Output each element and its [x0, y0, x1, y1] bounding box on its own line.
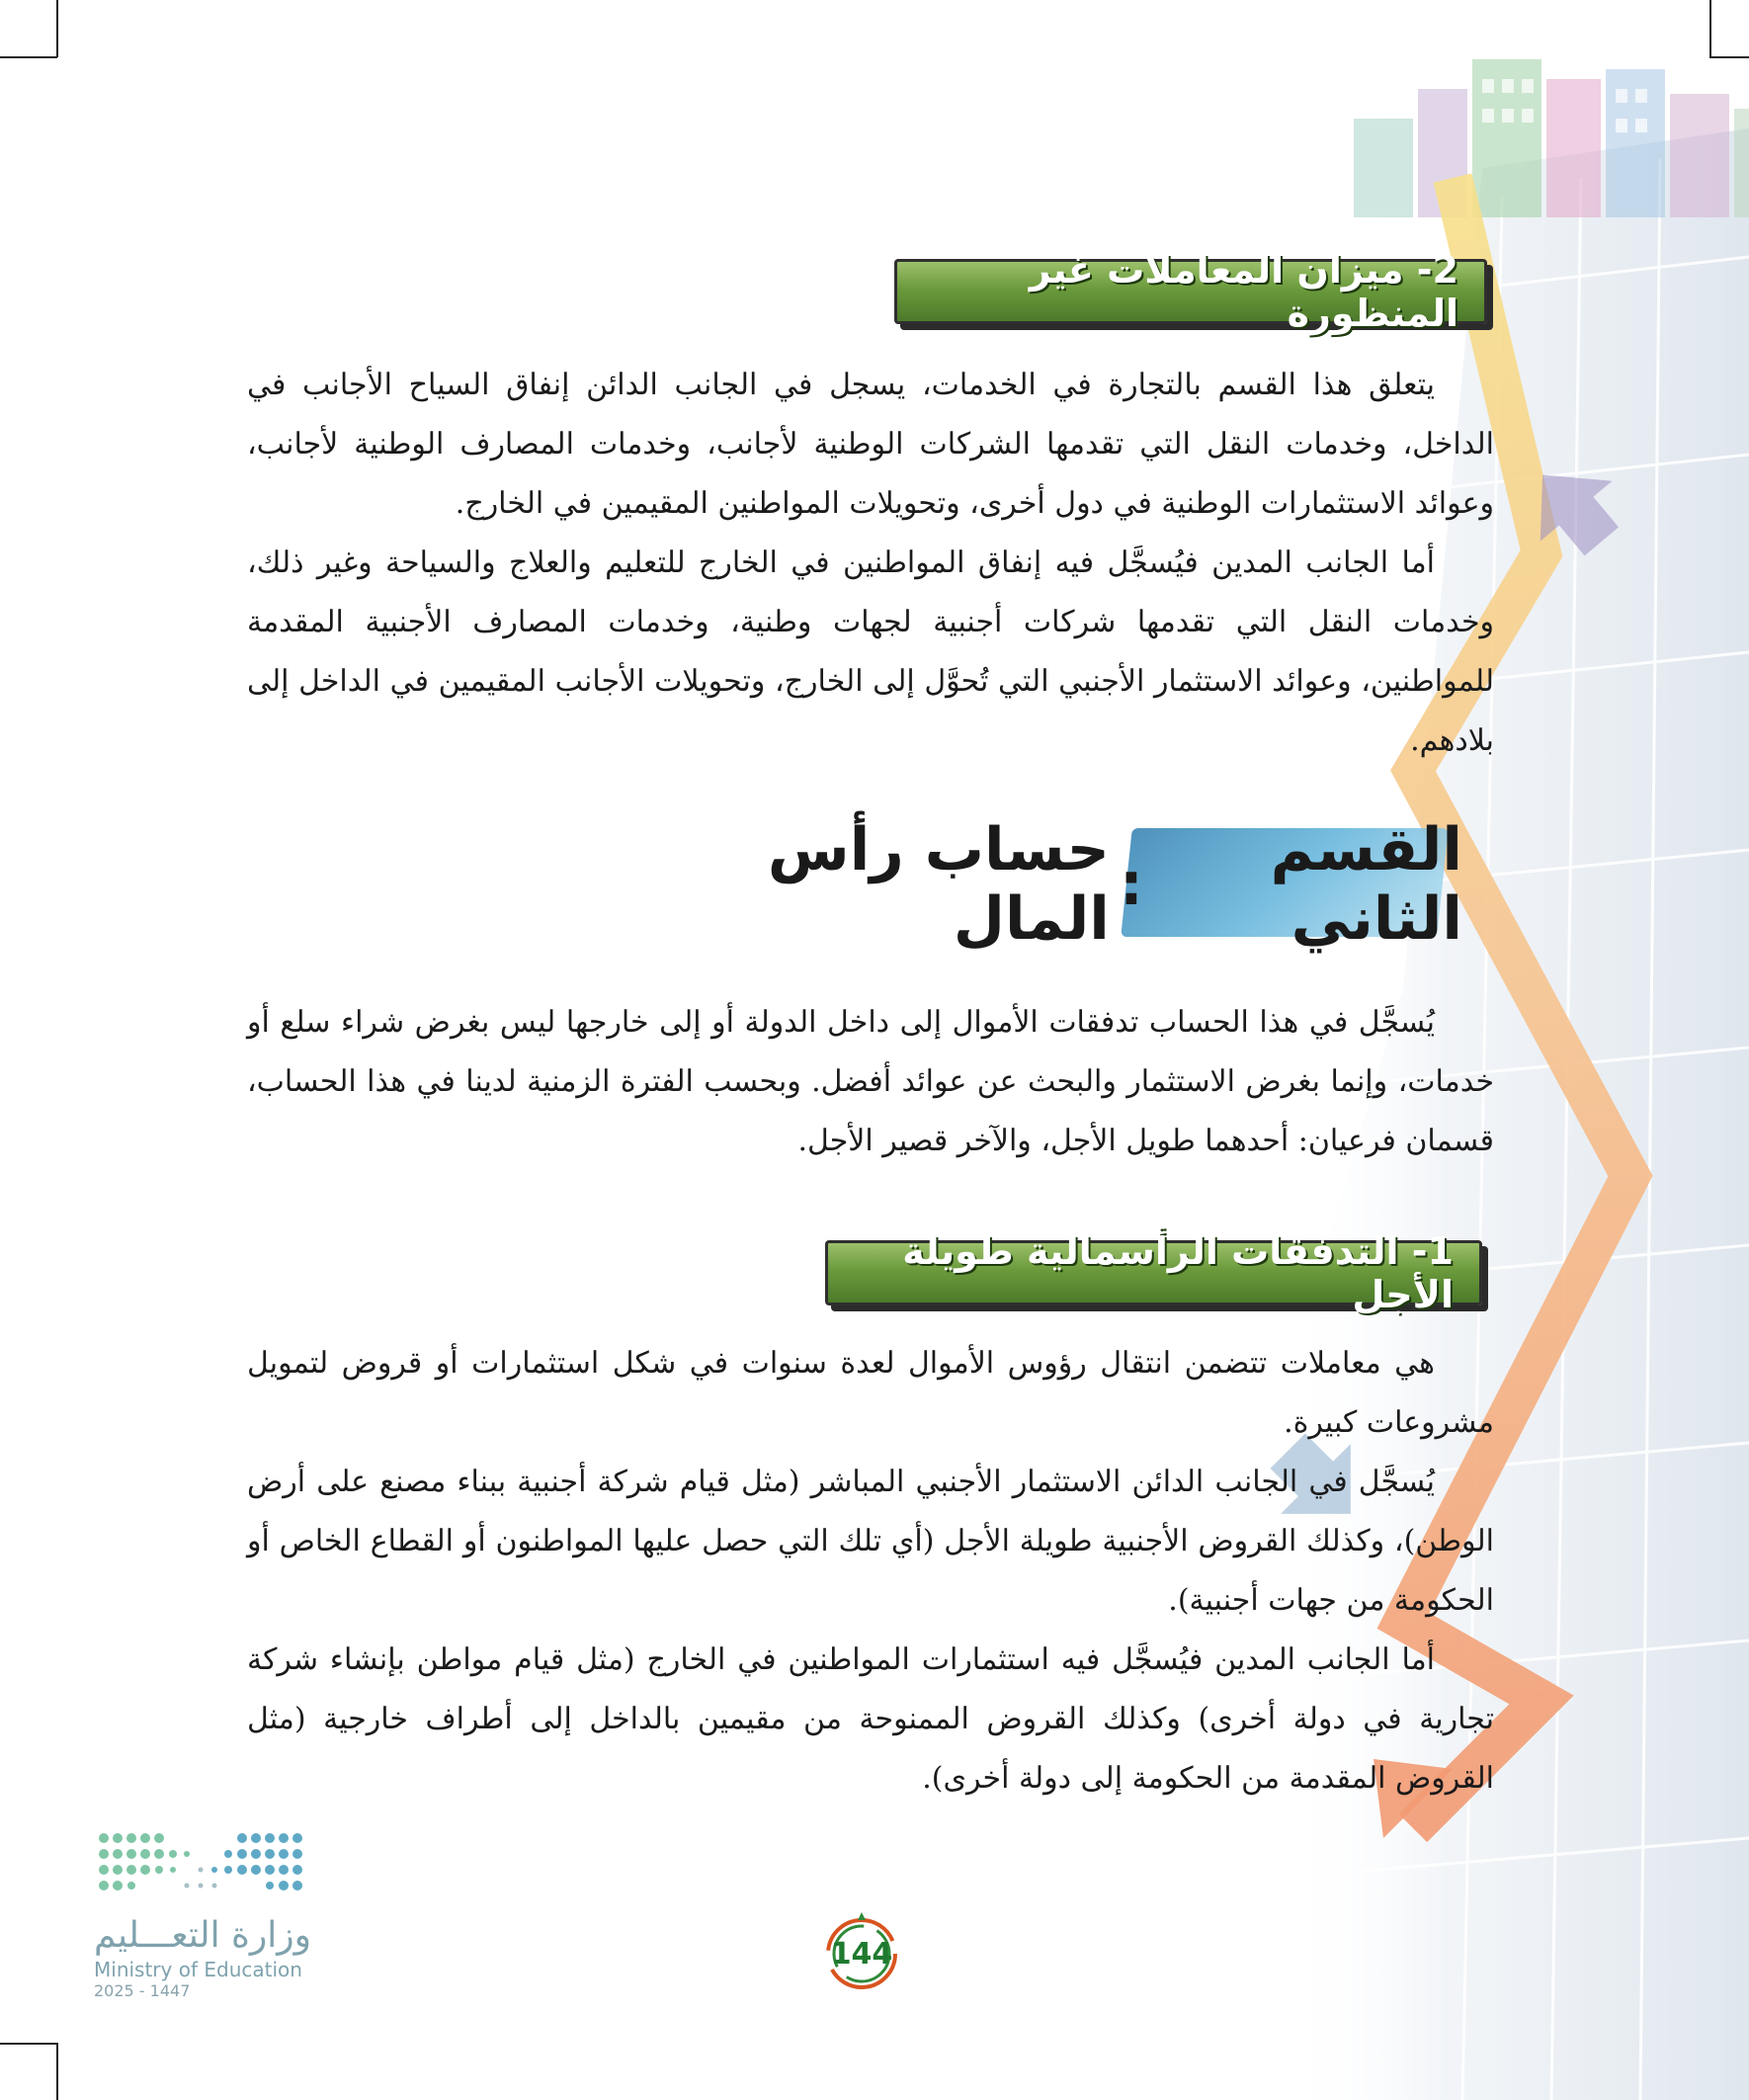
section-heading-long-term-flows	[825, 1229, 1482, 1316]
ministry-name-ar: وزارة التعـــليم	[94, 1915, 312, 1956]
section-c-body	[247, 1334, 1494, 1808]
paragraph: هي معاملات تتضمن انتقال رؤوس الأموال لعدة سنوات في شكل استثمارات أو قروض لتمويل مشروعات كبيرة.	[247, 1346, 1494, 1440]
main-heading-part2: حساب رأس المال	[767, 815, 1110, 954]
section-heading-invisible-transactions	[894, 248, 1487, 335]
section-heading-text: 2- ميزان المعاملات غير المنظورة	[1029, 248, 1458, 335]
main-heading-capital-account	[692, 815, 1462, 954]
paragraph: يتعلق هذا القسم بالتجارة في الخدمات، يسجل في الجانب الدائن إنفاق السياح الأجانب في الداخل، وخدمات النقل التي تقدمها الشركات الوطنية لأجانب، وخدمات المصارف الوطنية لأجانب، وعوائد الاستثمارات الوطنية في دول أخرى، وتحويلات المواطنين المقيمين في الخارج.	[247, 368, 1494, 521]
paragraph: أما الجانب المدين فيُسجَّل فيه استثمارات المواطنين في الخارج (مثل قيام مواطن بإنشاء شركة تجارية في دولة أخرى) وكذلك القروض الممنوحة من مقيمين بالداخل إلى أطراف خارجية (مثل القروض المقدمة من الحكومة إلى دولة أخرى).	[247, 1642, 1494, 1796]
paragraph: يُسجَّل في الجانب الدائن الاستثمار الأجنبي المباشر (مثل قيام شركة أجنبية ببناء مصنع على أرض الوطن)، وكذلك القروض الأجنبية طويلة الأجل (أي تلك التي حصل عليها المواطنون أو القطاع الخاص أو الحكومة من جهات أجنبية).	[247, 1465, 1494, 1618]
ministry-name-en: Ministry of Education	[94, 1958, 302, 1981]
paragraph: يُسجَّل في هذا الحساب تدفقات الأموال إلى داخل الدولة أو إلى خارجها ليس بغرض شراء سلع أو خدمات، وإنما بغرض الاستثمار والبحث عن عوائد أفضل. وبحسب الفترة الزمنية لدينا في هذا الحساب، قسمان فرعيان: أحدهما طويل الأجل، والآخر قصير الأجل.	[247, 1005, 1494, 1158]
main-heading-part1: القسم الثاني	[1270, 815, 1462, 954]
page-number-badge	[820, 1912, 903, 1995]
ministry-dots-icon	[94, 1828, 311, 1907]
section-heading-text: 1- التدفقات الرأسمالية طويلة الأجل	[902, 1229, 1454, 1316]
page-number: 144	[830, 1936, 893, 1972]
section-a-body	[247, 356, 1494, 771]
ministry-year: 2025 - 1447	[94, 1981, 191, 2000]
paragraph: أما الجانب المدين فيُسجَّل فيه إنفاق المواطنين في الخارج للتعليم والعلاج والسياحة وغير ذلك، وخدمات النقل التي تقدمها شركات أجنبية لجهات وطنية، وخدمات المصارف الأجنبية المقدمة للمواطنين، وعوائد الاستثمار الأجنبي التي تُحوَّل إلى الخارج، وتحويلات الأجانب المقيمين في الداخل إلى بلادهم.	[247, 546, 1494, 758]
crop-mark-bl-v	[56, 2043, 58, 2100]
crop-mark-tl-v	[56, 0, 58, 57]
crop-mark-tl-h	[0, 56, 57, 58]
crop-mark-tr-v	[1709, 0, 1711, 57]
section-b-body	[247, 993, 1494, 1171]
main-heading-colon: :	[1119, 850, 1143, 919]
crop-mark-tr-h	[1709, 56, 1749, 58]
crop-mark-bl-h	[0, 2043, 57, 2045]
ministry-logo	[94, 1828, 321, 2000]
